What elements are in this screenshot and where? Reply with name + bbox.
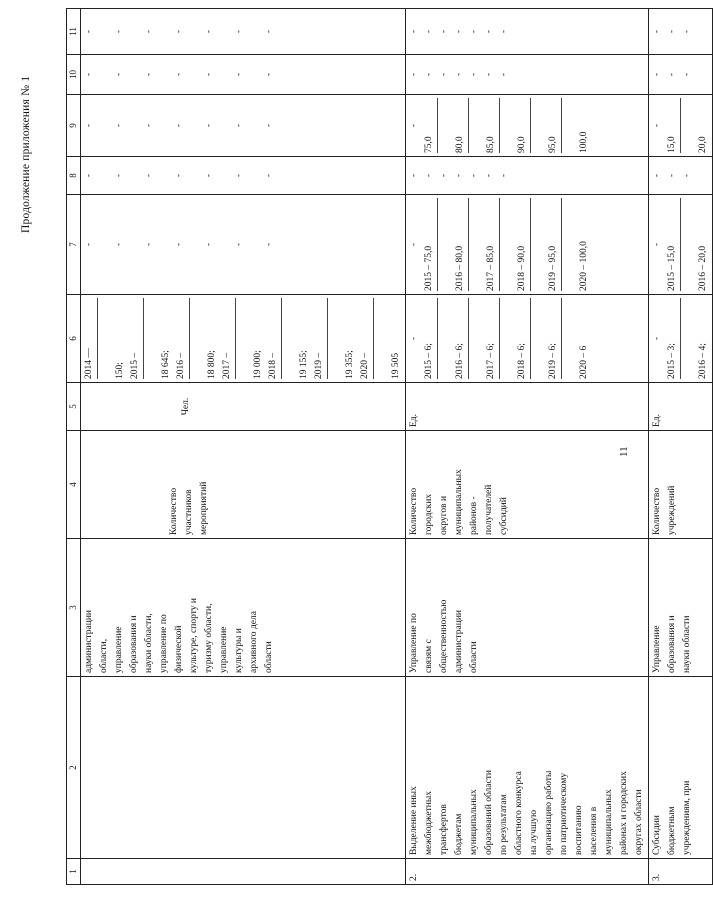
regional-cell <box>649 95 713 157</box>
dash: - <box>484 72 494 77</box>
cell-line: организацию работы <box>544 770 554 855</box>
cell-line: образования и <box>667 615 677 673</box>
local-cell <box>406 55 649 95</box>
cell-line: области, <box>99 638 109 673</box>
cell-line: 2017 – 85,0 <box>484 198 500 291</box>
column-number: 8 <box>67 157 81 195</box>
target-values-cell <box>649 295 713 383</box>
cell-line: учреждениям, при <box>682 780 692 855</box>
cell-line: 15,0 <box>665 98 681 153</box>
cell-line: культуры и <box>234 628 244 673</box>
cell-line: мероприятий <box>199 481 209 535</box>
target-values-cell <box>406 295 649 383</box>
cell-line: управление <box>219 626 229 673</box>
cell-line: бюджетам <box>454 813 464 855</box>
dash: - <box>144 72 154 77</box>
cell-line: Управление <box>652 625 662 673</box>
column-number: 5 <box>67 383 81 431</box>
cell-line: - <box>409 242 419 247</box>
dash: - <box>174 72 184 77</box>
dash: - <box>204 242 214 247</box>
dash: - <box>652 29 662 34</box>
indicator-cell <box>649 431 713 539</box>
cell-line: туризму области, <box>204 603 214 673</box>
cell-line: связям с <box>424 639 434 673</box>
dash: - <box>264 29 274 34</box>
cell-line: 85,0 <box>484 98 500 153</box>
cell-line: субсидий <box>499 497 509 535</box>
column-number: 2 <box>67 677 81 859</box>
dash: - <box>469 173 479 178</box>
dash: - <box>144 173 154 178</box>
cell-line: - <box>409 336 419 341</box>
dash: - <box>439 29 449 34</box>
cell-line: 150; <box>115 362 125 379</box>
cell-line: Субсидии <box>652 815 662 855</box>
dash: - <box>174 29 184 34</box>
column-number: 1 <box>67 859 81 885</box>
cell-line: 18 800; <box>207 350 217 379</box>
dash: - <box>204 123 214 128</box>
cell-line: 2015 – 6; <box>422 298 438 379</box>
unit-text: Чел. <box>181 397 191 416</box>
table-row <box>406 9 649 885</box>
column-number: 4 <box>67 431 81 539</box>
dash: - <box>264 123 274 128</box>
dash: - <box>424 72 434 77</box>
cell-line: 2014 — <box>82 298 98 379</box>
cell-line: 2015 – 15,0 <box>665 198 681 291</box>
cell-line: по результатам <box>499 794 509 855</box>
cell-line: Управление по <box>409 613 419 673</box>
dash: - <box>454 173 464 178</box>
cell-line: 19 355; <box>345 350 355 379</box>
cell-line: 2017 – 6; <box>484 298 500 379</box>
cell-line: 2017 – <box>220 298 236 379</box>
local-cell <box>649 55 713 95</box>
executor-cell <box>81 539 406 677</box>
cell-line: 2016 – 6; <box>453 298 469 379</box>
dash: - <box>174 242 184 247</box>
cell-line: образований области <box>484 770 494 855</box>
local-cell <box>81 55 406 95</box>
column-number: 11 <box>67 9 81 55</box>
dash: - <box>499 173 509 178</box>
cell-line: 2019 – 95,0 <box>546 198 562 291</box>
cell-line: городских <box>424 493 434 535</box>
row-number-cell: 2. <box>406 859 649 885</box>
unit-cell <box>81 383 406 431</box>
executor-cell <box>649 539 713 677</box>
federal-cell <box>81 157 406 195</box>
cell-line: области <box>264 641 274 673</box>
cell-line: 100,0 <box>579 131 589 153</box>
dash: - <box>144 242 154 247</box>
dash: - <box>667 72 677 77</box>
dash: - <box>409 173 419 178</box>
column-number: 3 <box>67 539 81 677</box>
column-number: 7 <box>67 195 81 295</box>
cell-line: 2018 – 6; <box>515 298 531 379</box>
dash: - <box>409 29 419 34</box>
cell-line: 19 505 <box>391 352 401 379</box>
dash: - <box>234 173 244 178</box>
unit-cell <box>406 383 649 431</box>
dash: - <box>484 29 494 34</box>
cell-line: 2019 – 6; <box>546 298 562 379</box>
dash: - <box>114 173 124 178</box>
column-number: 9 <box>67 95 81 157</box>
dash: - <box>439 173 449 178</box>
cell-line: участников <box>184 489 194 535</box>
cell-line: 2015 – 75,0 <box>422 198 438 291</box>
dash: - <box>499 29 509 34</box>
federal-cell <box>406 157 649 195</box>
dash: - <box>174 123 184 128</box>
cell-line: 2015 – <box>128 298 144 379</box>
cell-line: науки области <box>682 615 692 673</box>
cell-line: 2016 – 4; <box>698 343 708 379</box>
cell-line: образования и <box>129 615 139 673</box>
dash: - <box>264 242 274 247</box>
cell-line: архивного дела <box>249 611 259 673</box>
cell-line: Количество <box>409 487 419 535</box>
cell-line: 18 645; <box>161 350 171 379</box>
cell-line: межбюджетных <box>424 791 434 855</box>
cell-line: муниципальных <box>604 789 614 855</box>
dash: - <box>439 72 449 77</box>
cell-line: округов и <box>439 495 449 535</box>
unit-text: Ед. <box>409 413 419 427</box>
column-number: 6 <box>67 295 81 383</box>
dash: - <box>264 72 274 77</box>
regional-cell <box>81 95 406 157</box>
cell-line: областного конкурса <box>514 771 524 855</box>
cell-line: районах и городских <box>619 771 629 855</box>
row-number-cell <box>81 859 406 885</box>
column-number-row <box>67 9 81 885</box>
funding-cell <box>649 195 713 295</box>
dash: - <box>667 173 677 178</box>
cell-line: администрации <box>84 609 94 673</box>
cell-line: 90,0 <box>515 98 531 153</box>
cell-line: трансфертов <box>439 804 449 855</box>
cell-line: муниципальных <box>454 469 464 535</box>
unit-text: Ед. <box>652 413 662 427</box>
dash: - <box>454 72 464 77</box>
cell-line: - <box>652 123 662 128</box>
cell-line: физической <box>174 625 184 673</box>
cell-line: 19 000; <box>253 350 263 379</box>
cell-line: бюджетным <box>667 806 677 855</box>
dash: - <box>204 173 214 178</box>
dash: - <box>682 29 692 34</box>
cell-line: Количество <box>652 487 662 535</box>
dash: - <box>84 123 94 128</box>
cell-line: области <box>469 641 479 673</box>
cell-line: получателей <box>484 484 494 535</box>
dash: - <box>469 72 479 77</box>
dash: - <box>234 72 244 77</box>
activity-cell <box>649 677 713 859</box>
dash: - <box>667 29 677 34</box>
cell-line: 80,0 <box>453 98 469 153</box>
cell-line: округах области <box>634 789 644 855</box>
dash: - <box>144 29 154 34</box>
dash: - <box>424 29 434 34</box>
cell-line: - <box>652 336 662 341</box>
cell-line: муниципальных <box>469 789 479 855</box>
row-number-cell: 3. <box>649 859 713 885</box>
column-number: 10 <box>67 55 81 95</box>
other-sources-cell <box>81 9 406 55</box>
dash: - <box>652 72 662 77</box>
cell-line: 2016 – 80,0 <box>453 198 469 291</box>
appendix-header: Продолжение приложения № 1 <box>20 75 32 233</box>
cell-line: 2018 – 90,0 <box>515 198 531 291</box>
cell-line: 2018 – <box>266 298 282 379</box>
dash: - <box>264 173 274 178</box>
dash: - <box>84 29 94 34</box>
dash: - <box>469 29 479 34</box>
cell-line: населения в <box>589 806 599 855</box>
cell-line: 2020 – 100,0 <box>579 241 589 291</box>
funding-cell <box>406 195 649 295</box>
cell-line: администрации <box>454 609 464 673</box>
dash: - <box>454 29 464 34</box>
cell-line: 75,0 <box>422 98 438 153</box>
indicator-cell <box>406 431 649 539</box>
cell-line: общественностью <box>439 599 449 673</box>
dash: - <box>682 72 692 77</box>
dash: - <box>424 173 434 178</box>
dash: - <box>234 29 244 34</box>
cell-line: науки области, <box>144 613 154 673</box>
dash: - <box>409 72 419 77</box>
funding-cell <box>81 195 406 295</box>
cell-line: 2020 – <box>358 298 374 379</box>
other-sources-cell <box>406 9 649 55</box>
other-sources-cell <box>649 9 713 55</box>
cell-line: 2016 – 20,0 <box>698 245 708 291</box>
cell-line: 2020 – 6 <box>579 345 589 379</box>
dash: - <box>114 72 124 77</box>
cell-line: управление по <box>159 614 169 673</box>
activity-cell <box>81 677 406 859</box>
cell-line: воспитанию <box>574 805 584 855</box>
dash: - <box>234 123 244 128</box>
executor-cell <box>406 539 649 677</box>
cell-line: - <box>652 242 662 247</box>
target-values-cell <box>81 295 406 383</box>
appendix-table <box>66 8 713 885</box>
cell-line: управление <box>114 626 124 673</box>
cell-line: 2015 – 3; <box>665 298 681 379</box>
cell-line: учреждений <box>667 485 677 535</box>
dash: - <box>682 173 692 178</box>
cell-line: 2016 – <box>174 298 190 379</box>
dash: - <box>144 123 154 128</box>
cell-line: по патриотическому <box>559 772 569 855</box>
dash: - <box>204 72 214 77</box>
cell-line: - <box>409 123 419 128</box>
cell-line: культуре, спорту и <box>189 598 199 673</box>
activity-cell <box>406 677 649 859</box>
dash: - <box>234 242 244 247</box>
dash: - <box>84 72 94 77</box>
cell-line: на лучшую <box>529 809 539 855</box>
federal-cell <box>649 157 713 195</box>
dash: - <box>652 173 662 178</box>
dash: - <box>204 29 214 34</box>
dash: - <box>114 242 124 247</box>
cell-line: 95,0 <box>546 98 562 153</box>
table-row <box>81 9 406 885</box>
dash: - <box>484 173 494 178</box>
dash: - <box>114 123 124 128</box>
table-row <box>649 9 713 885</box>
indicator-cell <box>81 431 406 539</box>
cell-line: Количество <box>169 487 179 535</box>
regional-cell <box>406 95 649 157</box>
unit-cell <box>649 383 713 431</box>
dash: - <box>174 173 184 178</box>
cell-line: районов - <box>469 496 479 535</box>
cell-line: 2019 – <box>312 298 328 379</box>
cell-line: 20,0 <box>698 136 708 153</box>
dash: - <box>114 29 124 34</box>
dash: - <box>499 72 509 77</box>
cell-line: 19 155; <box>299 350 309 379</box>
cell-line: Выделение иных <box>409 786 419 855</box>
dash: - <box>84 242 94 247</box>
page-number: 11 <box>618 446 630 457</box>
dash: - <box>84 173 94 178</box>
